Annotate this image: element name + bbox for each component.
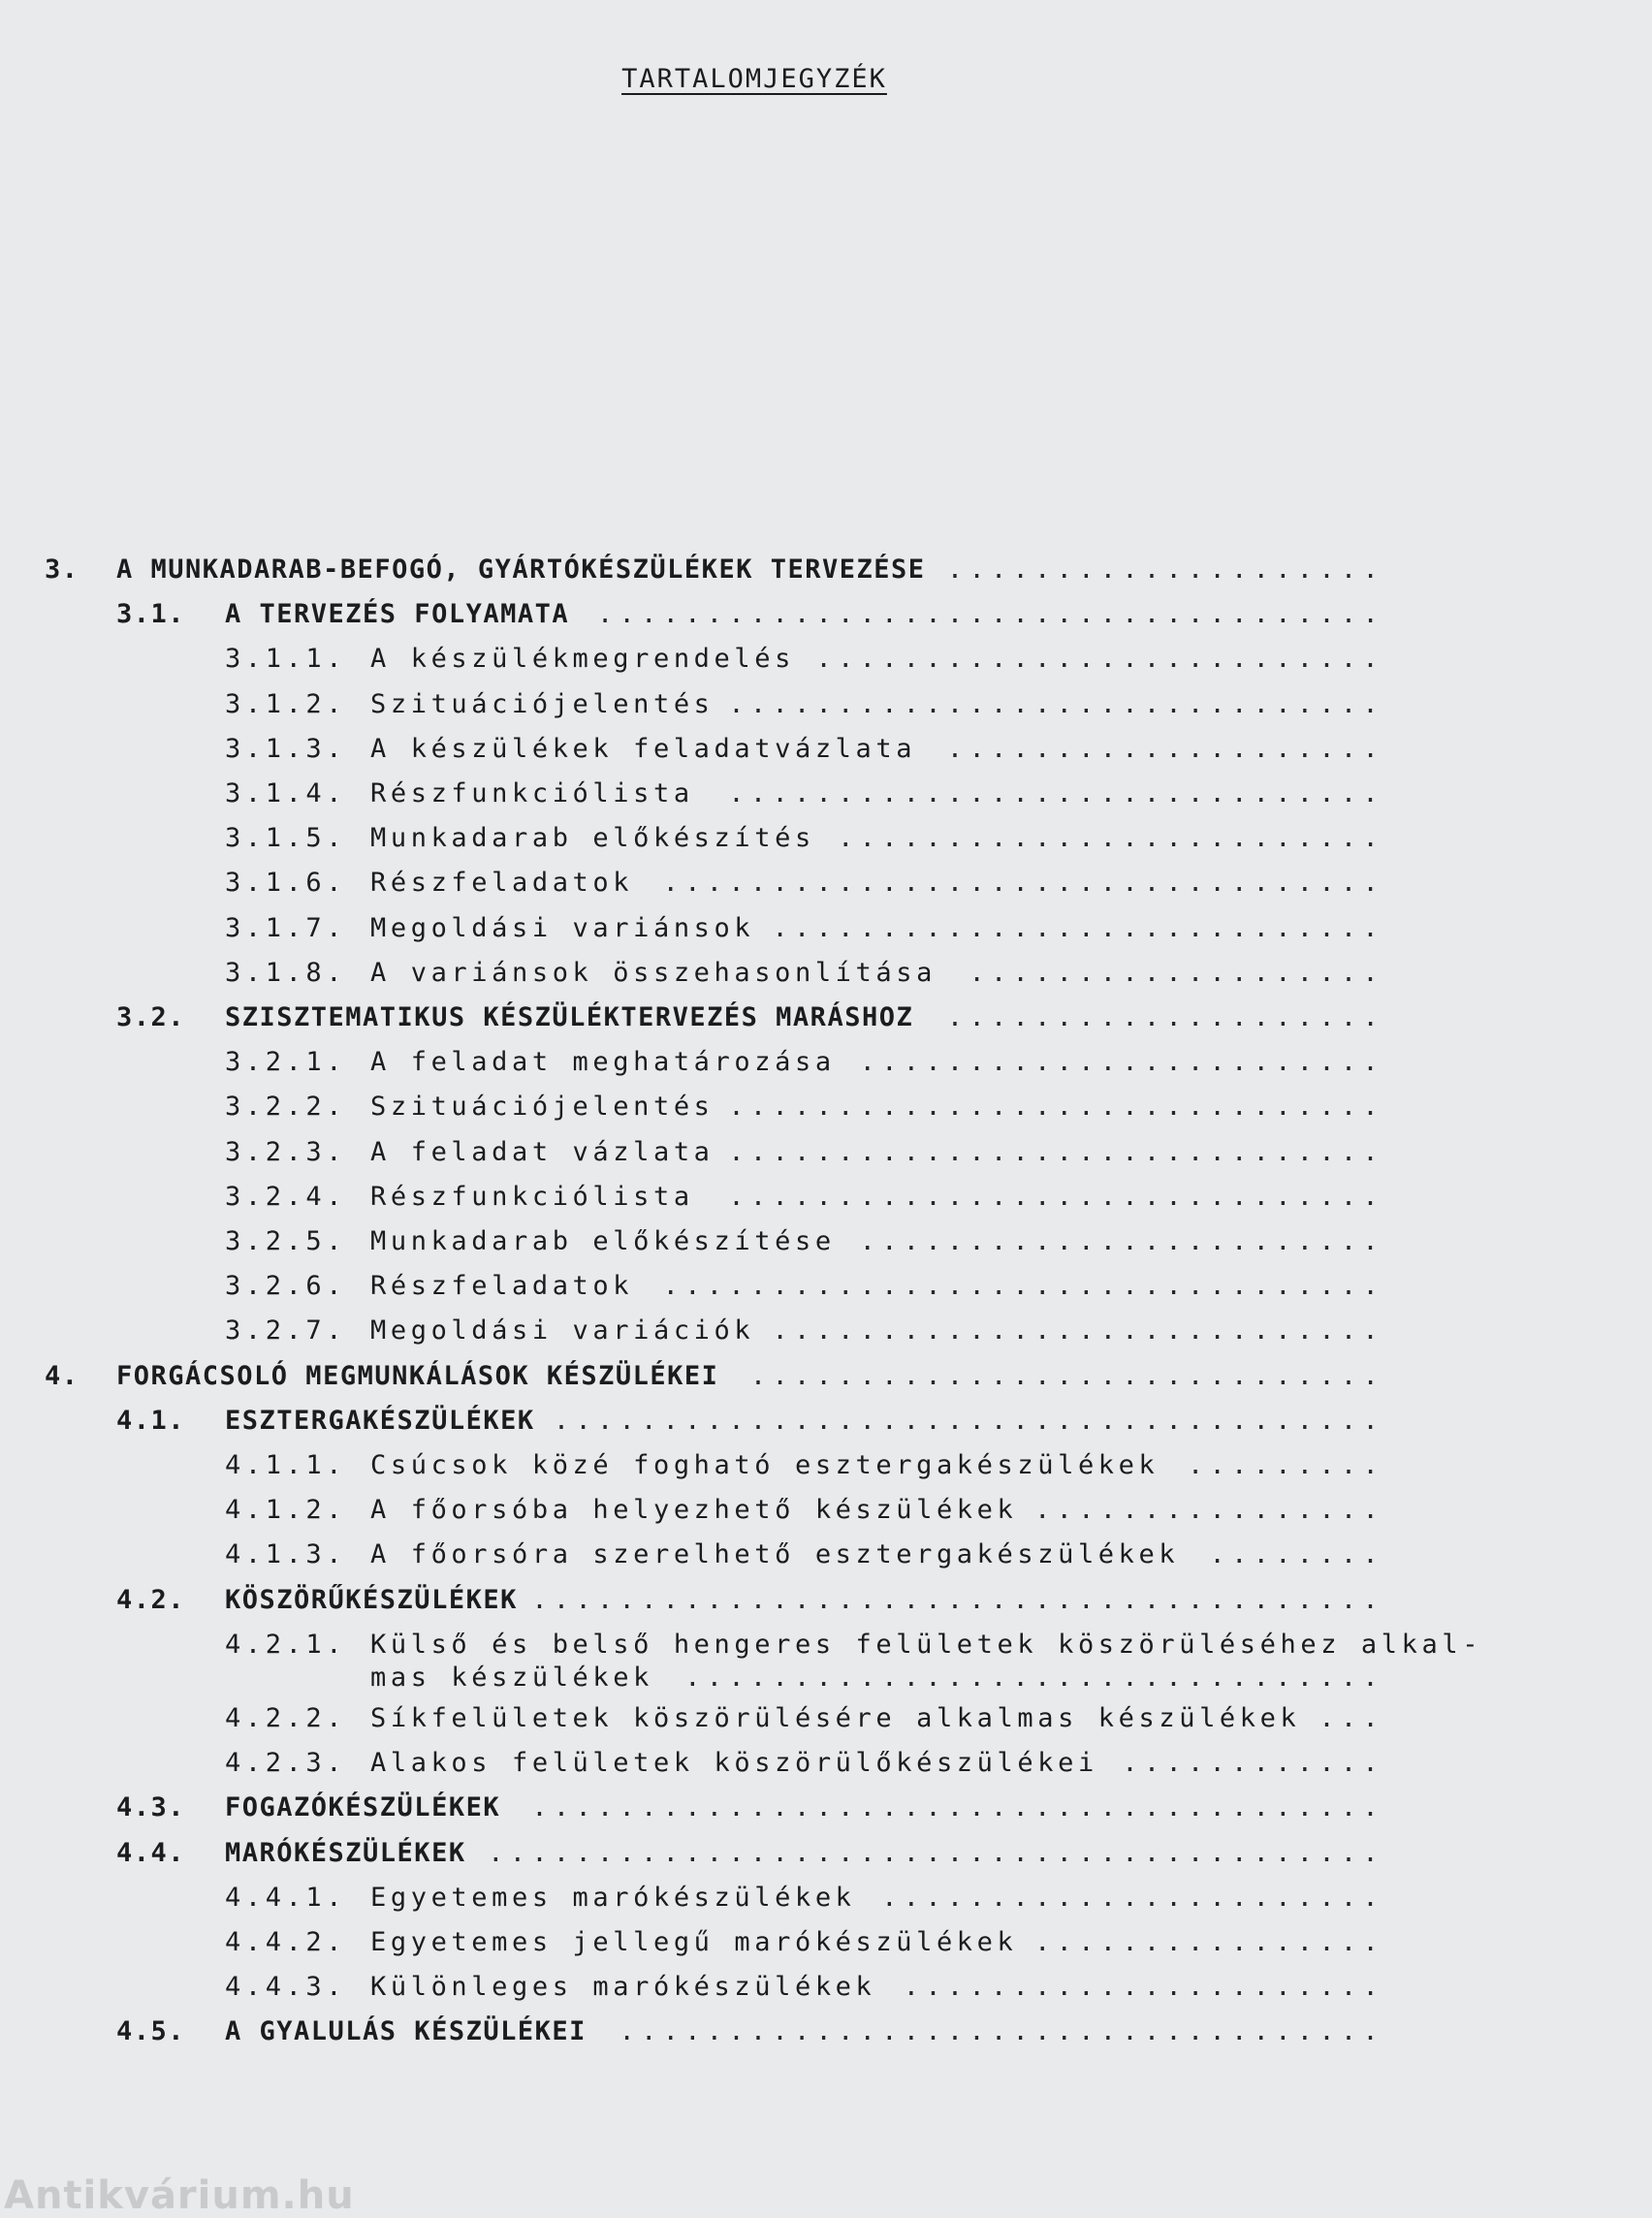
page-title-text: TARTALOMJEGYZÉK bbox=[621, 64, 887, 94]
toc-entry-title: A készülékek feladatvázlata bbox=[370, 733, 917, 764]
toc-entry bbox=[0, 1092, 1652, 1130]
toc-entry bbox=[0, 1047, 1652, 1086]
toc-entry-title: ESZTERGAKÉSZÜLÉKEK bbox=[225, 1405, 535, 1436]
toc-entry-number: 3.2.7. bbox=[225, 1315, 347, 1347]
watermark: Antikvárium.hu bbox=[4, 2173, 355, 2218]
toc-entry-number: 3.1.7. bbox=[225, 912, 347, 943]
toc-entry bbox=[0, 599, 1652, 638]
dot-leader: .......................... bbox=[815, 644, 1384, 675]
toc-entry-number: 4.4.1. bbox=[225, 1882, 347, 1913]
toc-entry bbox=[0, 1927, 1652, 1966]
dot-leader: ...................................... bbox=[553, 1405, 1384, 1436]
toc-entry bbox=[0, 1629, 1652, 1693]
toc-entry bbox=[0, 1137, 1652, 1176]
toc-entry-number: 4.2. bbox=[116, 1584, 186, 1615]
toc-entry bbox=[0, 1361, 1652, 1400]
toc-entry-number: 3.1.4. bbox=[225, 778, 347, 808]
toc-entry bbox=[0, 2016, 1652, 2055]
toc-entry-title: Különleges marókészülékek bbox=[370, 1972, 876, 2003]
toc-entry bbox=[0, 778, 1652, 817]
toc-entry-number: 4.1.2. bbox=[225, 1495, 347, 1526]
toc-entry bbox=[0, 1838, 1652, 1877]
dot-leader: ................................. bbox=[662, 1271, 1384, 1302]
dot-leader: ... bbox=[1318, 1703, 1384, 1733]
dot-leader: .............................. bbox=[728, 1136, 1384, 1167]
toc-entry bbox=[0, 958, 1652, 997]
toc-entry-number: 4. bbox=[45, 1360, 79, 1391]
toc-entry bbox=[0, 1539, 1652, 1578]
toc-entry-title: Megoldási variációk bbox=[370, 1315, 755, 1347]
dot-leader: ....................... bbox=[881, 1882, 1384, 1913]
toc-entry-title: Részfeladatok bbox=[370, 868, 634, 899]
toc-entry-title: A TERVEZÉS FOLYAMATA bbox=[225, 599, 570, 630]
dot-leader: ............................ bbox=[772, 912, 1384, 943]
toc-entry bbox=[0, 868, 1652, 906]
toc-entry-number: 4.2.3. bbox=[225, 1748, 347, 1779]
toc-entry-title: A feladat meghatározása bbox=[370, 1047, 836, 1078]
toc-entry-number: 4.2.2. bbox=[225, 1703, 347, 1733]
dot-leader: .................... bbox=[946, 733, 1384, 764]
dot-leader: ................ bbox=[1034, 1495, 1384, 1526]
dot-leader: ................... bbox=[969, 957, 1384, 988]
dot-leader: .................................... bbox=[597, 599, 1384, 630]
toc-entry-title: Részfeladatok bbox=[370, 1271, 634, 1302]
toc-entry-number: 4.1. bbox=[116, 1405, 186, 1436]
toc-entry-title: A feladat vázlata bbox=[370, 1136, 715, 1167]
toc-entry bbox=[0, 1883, 1652, 1921]
toc-entry-number: 3.1.1. bbox=[225, 644, 347, 675]
toc-entry-number: 3.1.3. bbox=[225, 733, 347, 764]
dot-leader: .................... bbox=[946, 1002, 1384, 1032]
dot-leader: ............................. bbox=[749, 1360, 1384, 1391]
toc-entry-number: 3.2.3. bbox=[225, 1136, 347, 1167]
toc-entry-title: Munkadarab előkészítése bbox=[370, 1226, 836, 1256]
toc-entry-title: FOGAZÓKÉSZÜLÉKEK bbox=[225, 1792, 501, 1823]
toc-entry-number: 3. bbox=[45, 554, 79, 585]
toc-entry-title: MARÓKÉSZÜLÉKEK bbox=[225, 1837, 466, 1868]
toc-entry bbox=[0, 734, 1652, 773]
toc-entry-title: Egyetemes jellegű marókészülékek bbox=[370, 1927, 1018, 1957]
toc-entry-title: Egyetemes marókészülékek bbox=[370, 1882, 856, 1913]
toc-entry-number: 4.2.1. bbox=[225, 1629, 347, 1660]
toc-entry bbox=[0, 1748, 1652, 1787]
dot-leader: .............................. bbox=[728, 778, 1384, 808]
toc-entry bbox=[0, 689, 1652, 728]
dot-leader: ........................ bbox=[859, 1047, 1384, 1078]
toc-entry-number: 3.1.6. bbox=[225, 868, 347, 899]
toc-entry-title: Szituációjelentés bbox=[370, 688, 715, 719]
toc-entry-number: 4.4.2. bbox=[225, 1927, 347, 1957]
dot-leader: ............ bbox=[1122, 1748, 1384, 1779]
dot-leader: ......................... bbox=[838, 823, 1384, 854]
dot-leader: ............................ bbox=[772, 1315, 1384, 1347]
toc-entry-number: 4.4.3. bbox=[225, 1972, 347, 2003]
dot-leader: .................... bbox=[946, 554, 1384, 585]
dot-leader: ................................ bbox=[684, 1662, 1384, 1693]
toc-entry bbox=[0, 823, 1652, 862]
toc-entry bbox=[0, 1585, 1652, 1624]
toc-entry bbox=[0, 554, 1652, 593]
toc-entry-number: 3.2.2. bbox=[225, 1092, 347, 1123]
dot-leader: ...................... bbox=[903, 1972, 1384, 2003]
toc-entry-title: Szituációjelentés bbox=[370, 1092, 715, 1123]
toc-entry-title: Külső és belső hengeres felületek köszörüléséhez alkal- bbox=[370, 1629, 1483, 1660]
dot-leader: ................................... bbox=[619, 2016, 1384, 2047]
toc-entry bbox=[0, 1703, 1652, 1742]
toc-entry bbox=[0, 1495, 1652, 1534]
toc-entry-title: FORGÁCSOLÓ MEGMUNKÁLÁSOK KÉSZÜLÉKEI bbox=[116, 1360, 719, 1391]
toc-entry-number: 4.3. bbox=[116, 1792, 186, 1823]
dot-leader: .............................. bbox=[728, 688, 1384, 719]
toc-entry bbox=[0, 1182, 1652, 1220]
dot-leader: .............................. bbox=[728, 1092, 1384, 1123]
toc-entry-number: 3.2.5. bbox=[225, 1226, 347, 1256]
toc-entry-number: 4.4. bbox=[116, 1837, 186, 1868]
toc-entry-title: KÖSZÖRŰKÉSZÜLÉKEK bbox=[225, 1584, 518, 1615]
toc-entry-number: 4.5. bbox=[116, 2016, 186, 2047]
toc-entry bbox=[0, 1226, 1652, 1265]
toc-entry-title: Alakos felületek köszörülőkészülékei bbox=[370, 1748, 1098, 1779]
toc-entry bbox=[0, 913, 1652, 952]
toc-entry-title: Részfunkciólista bbox=[370, 1181, 694, 1212]
dot-leader: ......... bbox=[1188, 1450, 1384, 1480]
toc-entry-title: Megoldási variánsok bbox=[370, 912, 755, 943]
toc-entry bbox=[0, 644, 1652, 682]
toc-entry-number: 3.2.1. bbox=[225, 1047, 347, 1078]
toc-entry bbox=[0, 1271, 1652, 1310]
toc-entry-title: Részfunkciólista bbox=[370, 778, 694, 808]
dot-leader: ....................................... bbox=[531, 1792, 1384, 1823]
dot-leader: ......................................... bbox=[488, 1837, 1384, 1868]
toc-entry-title: A variánsok összehasonlítása bbox=[370, 957, 937, 988]
page-title bbox=[0, 64, 1509, 94]
toc-entry bbox=[0, 1450, 1652, 1489]
dot-leader: ................................. bbox=[662, 868, 1384, 899]
toc-entry bbox=[0, 1002, 1652, 1041]
dot-leader: ....................................... bbox=[531, 1584, 1384, 1615]
toc-entry-title: A főorsóba helyezhető készülékek bbox=[370, 1495, 1018, 1526]
toc-entry-title: Csúcsok közé fogható esztergakészülékek bbox=[370, 1450, 1160, 1480]
toc-entry-number: 4.1.1. bbox=[225, 1450, 347, 1480]
toc-entry-number: 3.2. bbox=[116, 1002, 186, 1032]
toc-entry-number: 3.1.2. bbox=[225, 688, 347, 719]
toc-entry-title: A készülékmegrendelés bbox=[370, 644, 795, 675]
toc-entry-number: 3.1. bbox=[116, 599, 186, 630]
toc-entry-title: Munkadarab előkészítés bbox=[370, 823, 815, 854]
toc-entry-title: Síkfelületek köszörülésére alkalmas készülékek bbox=[370, 1703, 1301, 1733]
toc-entry-title: A főorsóra szerelhető esztergakészülékek bbox=[370, 1539, 1180, 1570]
dot-leader: ........................ bbox=[859, 1226, 1384, 1256]
dot-leader: ........ bbox=[1209, 1539, 1384, 1570]
toc-entry-title: A GYALULÁS KÉSZÜLÉKEI bbox=[225, 2016, 587, 2047]
dot-leader: ................ bbox=[1034, 1927, 1384, 1957]
toc-entry bbox=[0, 1315, 1652, 1354]
toc-entry-title: A MUNKADARAB-BEFOGÓ, GYÁRTÓKÉSZÜLÉKEK TERVEZÉSE bbox=[116, 554, 926, 585]
dot-leader: .............................. bbox=[728, 1181, 1384, 1212]
toc-entry bbox=[0, 1406, 1652, 1444]
toc-entry bbox=[0, 1972, 1652, 2011]
toc-entry-title: SZISZTEMATIKUS KÉSZÜLÉKTERVEZÉS MARÁSHOZ bbox=[225, 1002, 914, 1032]
toc-entry bbox=[0, 1792, 1652, 1831]
toc-entry-number: 4.1.3. bbox=[225, 1539, 347, 1570]
toc-entry-title-continuation: mas készülékek bbox=[370, 1662, 653, 1693]
toc-entry-number: 3.1.8. bbox=[225, 957, 347, 988]
toc-entry-number: 3.2.4. bbox=[225, 1181, 347, 1212]
toc-entry-number: 3.1.5. bbox=[225, 823, 347, 854]
toc-entry-number: 3.2.6. bbox=[225, 1271, 347, 1302]
